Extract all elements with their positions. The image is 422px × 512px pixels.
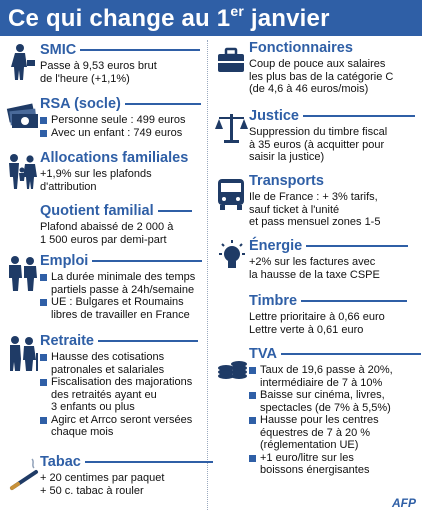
bullet-item (40, 114, 186, 127)
bullet-line: +1 euro/litre sur les (260, 451, 354, 464)
body-line: Passe à 9,53 euros brut (40, 60, 157, 72)
section-title (40, 253, 202, 269)
body-line: Lettre prioritaire à 0,66 euro (249, 311, 385, 323)
title-underline (92, 260, 202, 262)
employees-icon (6, 253, 40, 293)
bullet-line: Avec un enfant : 749 euros (51, 126, 183, 139)
body-line: d'attribution (40, 180, 97, 193)
section-body (249, 58, 393, 96)
afp-logo: AFP (392, 496, 416, 510)
section-title-text: Transports (249, 173, 324, 189)
briefcase-icon (215, 40, 249, 80)
bullet-line: Hausse des cotisations (51, 351, 165, 363)
section-title-text: SMIC (40, 42, 77, 58)
bullet-line: spectacles (de 7% à 5,5%) (260, 401, 391, 414)
section-body (249, 126, 387, 164)
section-title-text: Fonctionnaires (249, 40, 353, 56)
body-line: Lettre verte à 0,61 euro (249, 323, 364, 336)
bullet-line: boissons énergisantes (260, 464, 370, 476)
section-title-text: Allocations familiales (40, 150, 189, 166)
section-title (40, 203, 192, 219)
section-body (40, 168, 152, 193)
title-superscript: er (230, 3, 244, 19)
section-body (40, 221, 173, 246)
page-title (8, 3, 330, 33)
section-title-text: Timbre (249, 293, 298, 309)
bullet-line: libres de travailler en France (51, 308, 190, 321)
title-underline (301, 300, 407, 302)
section-body (40, 472, 164, 497)
body-line: + 20 centimes par paquet (40, 472, 165, 484)
body-line: et pass mensuel zones 1-5 (249, 216, 381, 228)
section-body (249, 256, 380, 281)
family-icon (6, 150, 40, 190)
section-title (40, 42, 200, 58)
section-title-text: Justice (249, 108, 299, 124)
section-title (249, 346, 421, 362)
section-body (40, 271, 195, 321)
body-line: Suppression du timbre fiscal (249, 126, 388, 138)
bullet-line: Taux de 19,6 passe à 20%, (260, 364, 393, 376)
section-body (249, 364, 393, 477)
title-underline (158, 210, 192, 212)
title-underline (281, 353, 421, 355)
section-body (40, 60, 157, 85)
scales-icon (215, 108, 249, 148)
body-line: la hausse de la taxe CSPE (249, 268, 380, 281)
title-underline (85, 461, 213, 463)
bullet-line: partiels passe à 24h/semaine (51, 283, 195, 296)
section-body (249, 311, 385, 336)
bullet-line: Baisse sur cinéma, livres, (260, 389, 385, 401)
title-underline (303, 115, 415, 117)
cigarette-icon (6, 454, 40, 494)
title-underline (125, 103, 201, 105)
title-underline (306, 245, 408, 247)
body-line: les plus bas de la catégorie C (249, 70, 394, 83)
bullet-line: Agirc et Arrco seront versées (51, 413, 193, 426)
title-end-text: janvier (243, 5, 330, 32)
bullet-line: patronales et salariales (51, 363, 165, 376)
body-line: 1 500 euros par demi-part (40, 233, 167, 246)
body-line: + 50 c. tabac à rouler (40, 484, 144, 497)
section-title-text: Tabac (40, 454, 81, 470)
section-body (40, 114, 186, 139)
section-title (249, 108, 415, 124)
section-title (40, 150, 188, 166)
body-line: sauf ticket à l'unité (249, 203, 340, 216)
section-title (40, 96, 201, 112)
worker-icon (6, 42, 40, 82)
section-title (40, 454, 213, 470)
bullet-item (40, 296, 195, 321)
bullet-item (40, 351, 192, 376)
bus-icon (215, 173, 249, 213)
title-underline (80, 49, 200, 51)
body-line: (de 4,6 à 46 euros/mois) (249, 83, 369, 95)
section-title-text: RSA (socle) (40, 96, 121, 112)
section-body (40, 351, 192, 439)
lightbulb-icon (215, 238, 249, 278)
bullet-item (40, 414, 192, 439)
bullet-line: UE : Bulgares et Roumains (51, 296, 184, 308)
bullet-line: La durée minimale des temps (51, 271, 196, 283)
bullet-line: Personne seule : 499 euros (51, 114, 186, 126)
section-title-text: Retraite (40, 333, 94, 349)
body-line: de l'heure (+1,1%) (40, 72, 130, 85)
bullet-line: équestres de 7 à 20 % (260, 426, 371, 439)
bullet-item (249, 414, 393, 452)
section-title-text: Quotient familial (40, 203, 154, 219)
bullet-line: (réglementation UE) (260, 439, 359, 451)
section-title-text: Emploi (40, 253, 89, 269)
body-line: +2% sur les factures avec (249, 256, 376, 268)
bullet-item (40, 376, 192, 414)
body-line: +1,9% sur les plafonds (40, 168, 152, 180)
title-text: Ce qui change au 1 (8, 5, 231, 32)
bullet-item (249, 452, 393, 477)
bullet-item (249, 389, 393, 414)
bullet-line: des retraités ayant eu (51, 388, 157, 401)
section-title (40, 333, 198, 349)
body-line: Coup de pouce aux salaires (249, 58, 386, 70)
bullet-item (40, 127, 186, 140)
section-title (249, 238, 408, 254)
body-line: Ile de France : + 3% tarifs, (249, 191, 378, 203)
bullet-line: Hausse pour les centres (260, 414, 379, 426)
section-title (249, 40, 353, 56)
column-divider (207, 40, 208, 510)
section-title-text: Énergie (249, 238, 303, 254)
title-underline (98, 340, 198, 342)
bullet-line: chaque mois (51, 426, 114, 438)
body-line: à 35 euros (à acquitter pour (249, 138, 385, 151)
bullet-line: Fiscalisation des majorations (51, 376, 193, 388)
body-line: Plafond abaissé de 2 000 à (40, 221, 174, 233)
section-body (249, 191, 380, 229)
money-icon (6, 96, 40, 136)
bullet-line: intermédiaire de 7 à 10% (260, 376, 383, 389)
header-banner (0, 0, 422, 36)
bullet-item (249, 364, 393, 389)
coins-icon (215, 346, 249, 386)
section-title (249, 293, 407, 309)
section-title (249, 173, 324, 189)
body-line: saisir la justice) (249, 151, 325, 163)
bullet-line: 3 enfants ou plus (51, 401, 135, 413)
elderly-couple-icon (6, 333, 40, 373)
section-title-text: TVA (249, 346, 277, 362)
bullet-item (40, 271, 195, 296)
